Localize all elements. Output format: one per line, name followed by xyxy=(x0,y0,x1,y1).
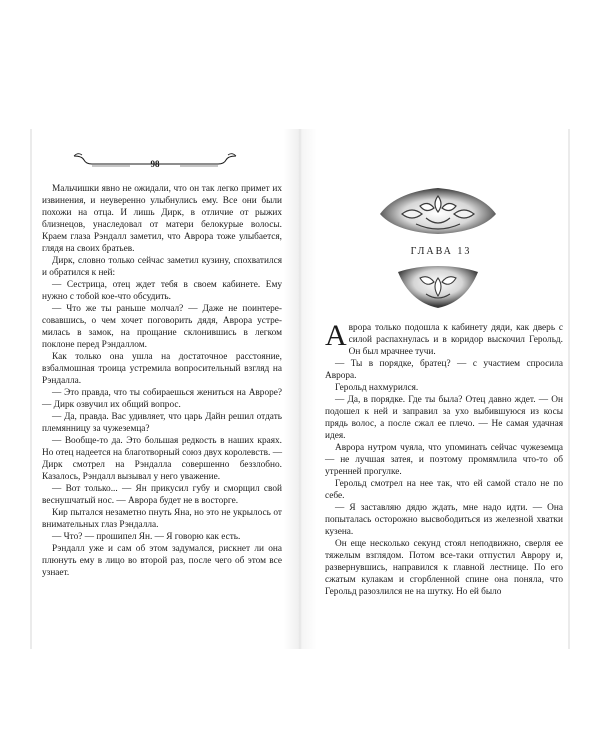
chapter-title: ГЛАВА 13 xyxy=(410,246,472,257)
paragraph: Кир пытался незаметно пнуть Яна, но это не укрылось от внимательных глаз Рэндалла. xyxy=(42,508,282,530)
page-number: 98 xyxy=(150,159,160,169)
paragraph: Мальчишки явно не ожидали, что он так легко примет их извинения, и неуверенно улыбнулись ему. Все они были похожи на отца. И лишь Дирк, в отличие от рыжих близнецов, унаследовал от матери белокурые волосы. Краем глаза Рэндалл заметил, что Аврора тоже улыбается, глядя на своих братьев. xyxy=(42,184,282,254)
paragraph: Герольд смотрел на нее так, что ей самой стало не по себе. xyxy=(325,479,563,501)
paragraph-text: врора только подошла к кабинету дяди, как дверь с силой распахнулась и в коридор выскочил Герольд. Он был мрачнее тучи. xyxy=(348,323,563,357)
paragraph: — Да, в порядке. Где ты была? Отец давно ждет. — Он подошел к ней и заправил за ухо выбившуюся из косы прядь волос, а после сжал ее плечо. — Не самая удачная идея. xyxy=(325,395,563,441)
paragraph: — Да, правда. Вас удивляет, что царь Дайн решил отдать племянницу за чужеземца? xyxy=(42,412,282,434)
paragraph: Аврора нутром чуяла, что упоминать сейчас чужеземца — не лучшая затея, и поэтому промямлила что-то об утренней прогулке. xyxy=(325,443,563,477)
paragraph: Герольд нахмурился. xyxy=(335,383,419,393)
paragraph: — Что? — прошипел Ян. — Я говорю как есть. xyxy=(52,532,241,542)
paragraph: — Я заставляю дядю ждать, мне надо идти. — Она попыталась осторожно высвободиться из железной хватки кузена. xyxy=(325,503,563,537)
paragraph: Рэндалл уже и сам об этом задумался, рискнет ли она плюнуть ему в лицо во второй раз, после чего об этом все узнает. xyxy=(42,544,282,578)
paragraph: — Вообще-то да. Это большая редкость в наших краях. Но отец надеется на благотворный союз двух королевств. — Дирк смотрел на Рэндалла совершенно беззлобно. Казалось, Рэндалл вызывал у него уважение. xyxy=(42,436,282,482)
left-page-text xyxy=(42,183,282,579)
paragraph: — Сестрица, отец ждет тебя в своем кабинете. Ему нужно с тобой кое-что обсудить. xyxy=(42,280,282,302)
paragraph: Он еще несколько секунд стоял неподвижно, сверля ее тяжелым взглядом. Потом все-таки отпустил Аврору и, развернувшись, направился к главной лестнице. По его сжатым кулакам и сгорбленной спине она поняла, что Герольд разозлился не на шутку. Но ей было xyxy=(325,539,563,597)
paragraph: Дирк, словно только сейчас заметил кузину, спохватился и обратился к ней: xyxy=(42,256,282,278)
paragraph xyxy=(325,319,563,358)
paragraph: — Ты в порядке, братец? — с участием спросила Аврора. xyxy=(325,359,563,381)
chapter-vignette-top-icon xyxy=(376,184,500,236)
page-edge-right xyxy=(568,129,570,649)
chapter-vignette-bottom-icon xyxy=(396,262,480,310)
paragraph: — Вот только... — Ян прикусил губу и сморщил свой веснушчатый нос. — Аврора будет не в восторге. xyxy=(42,484,282,506)
right-page-text xyxy=(325,319,563,598)
paragraph: Как только она ушла на достаточное расстояние, взбалмошная троица устремила вопросительный взгляд на Рэндалла. xyxy=(42,352,282,386)
paragraph: — Что же ты раньше молчал? — Даже не поинтересовавшись, о чем хочет поговорить дядя, Аврора устремилась в замок, на прощание склонившись в легком поклоне перед Рэндаллом. xyxy=(42,304,282,350)
drop-cap: А xyxy=(325,319,347,352)
paragraph: — Это правда, что ты собираешься жениться на Авроре? — Дирк озвучил их общий вопрос. xyxy=(42,388,282,410)
